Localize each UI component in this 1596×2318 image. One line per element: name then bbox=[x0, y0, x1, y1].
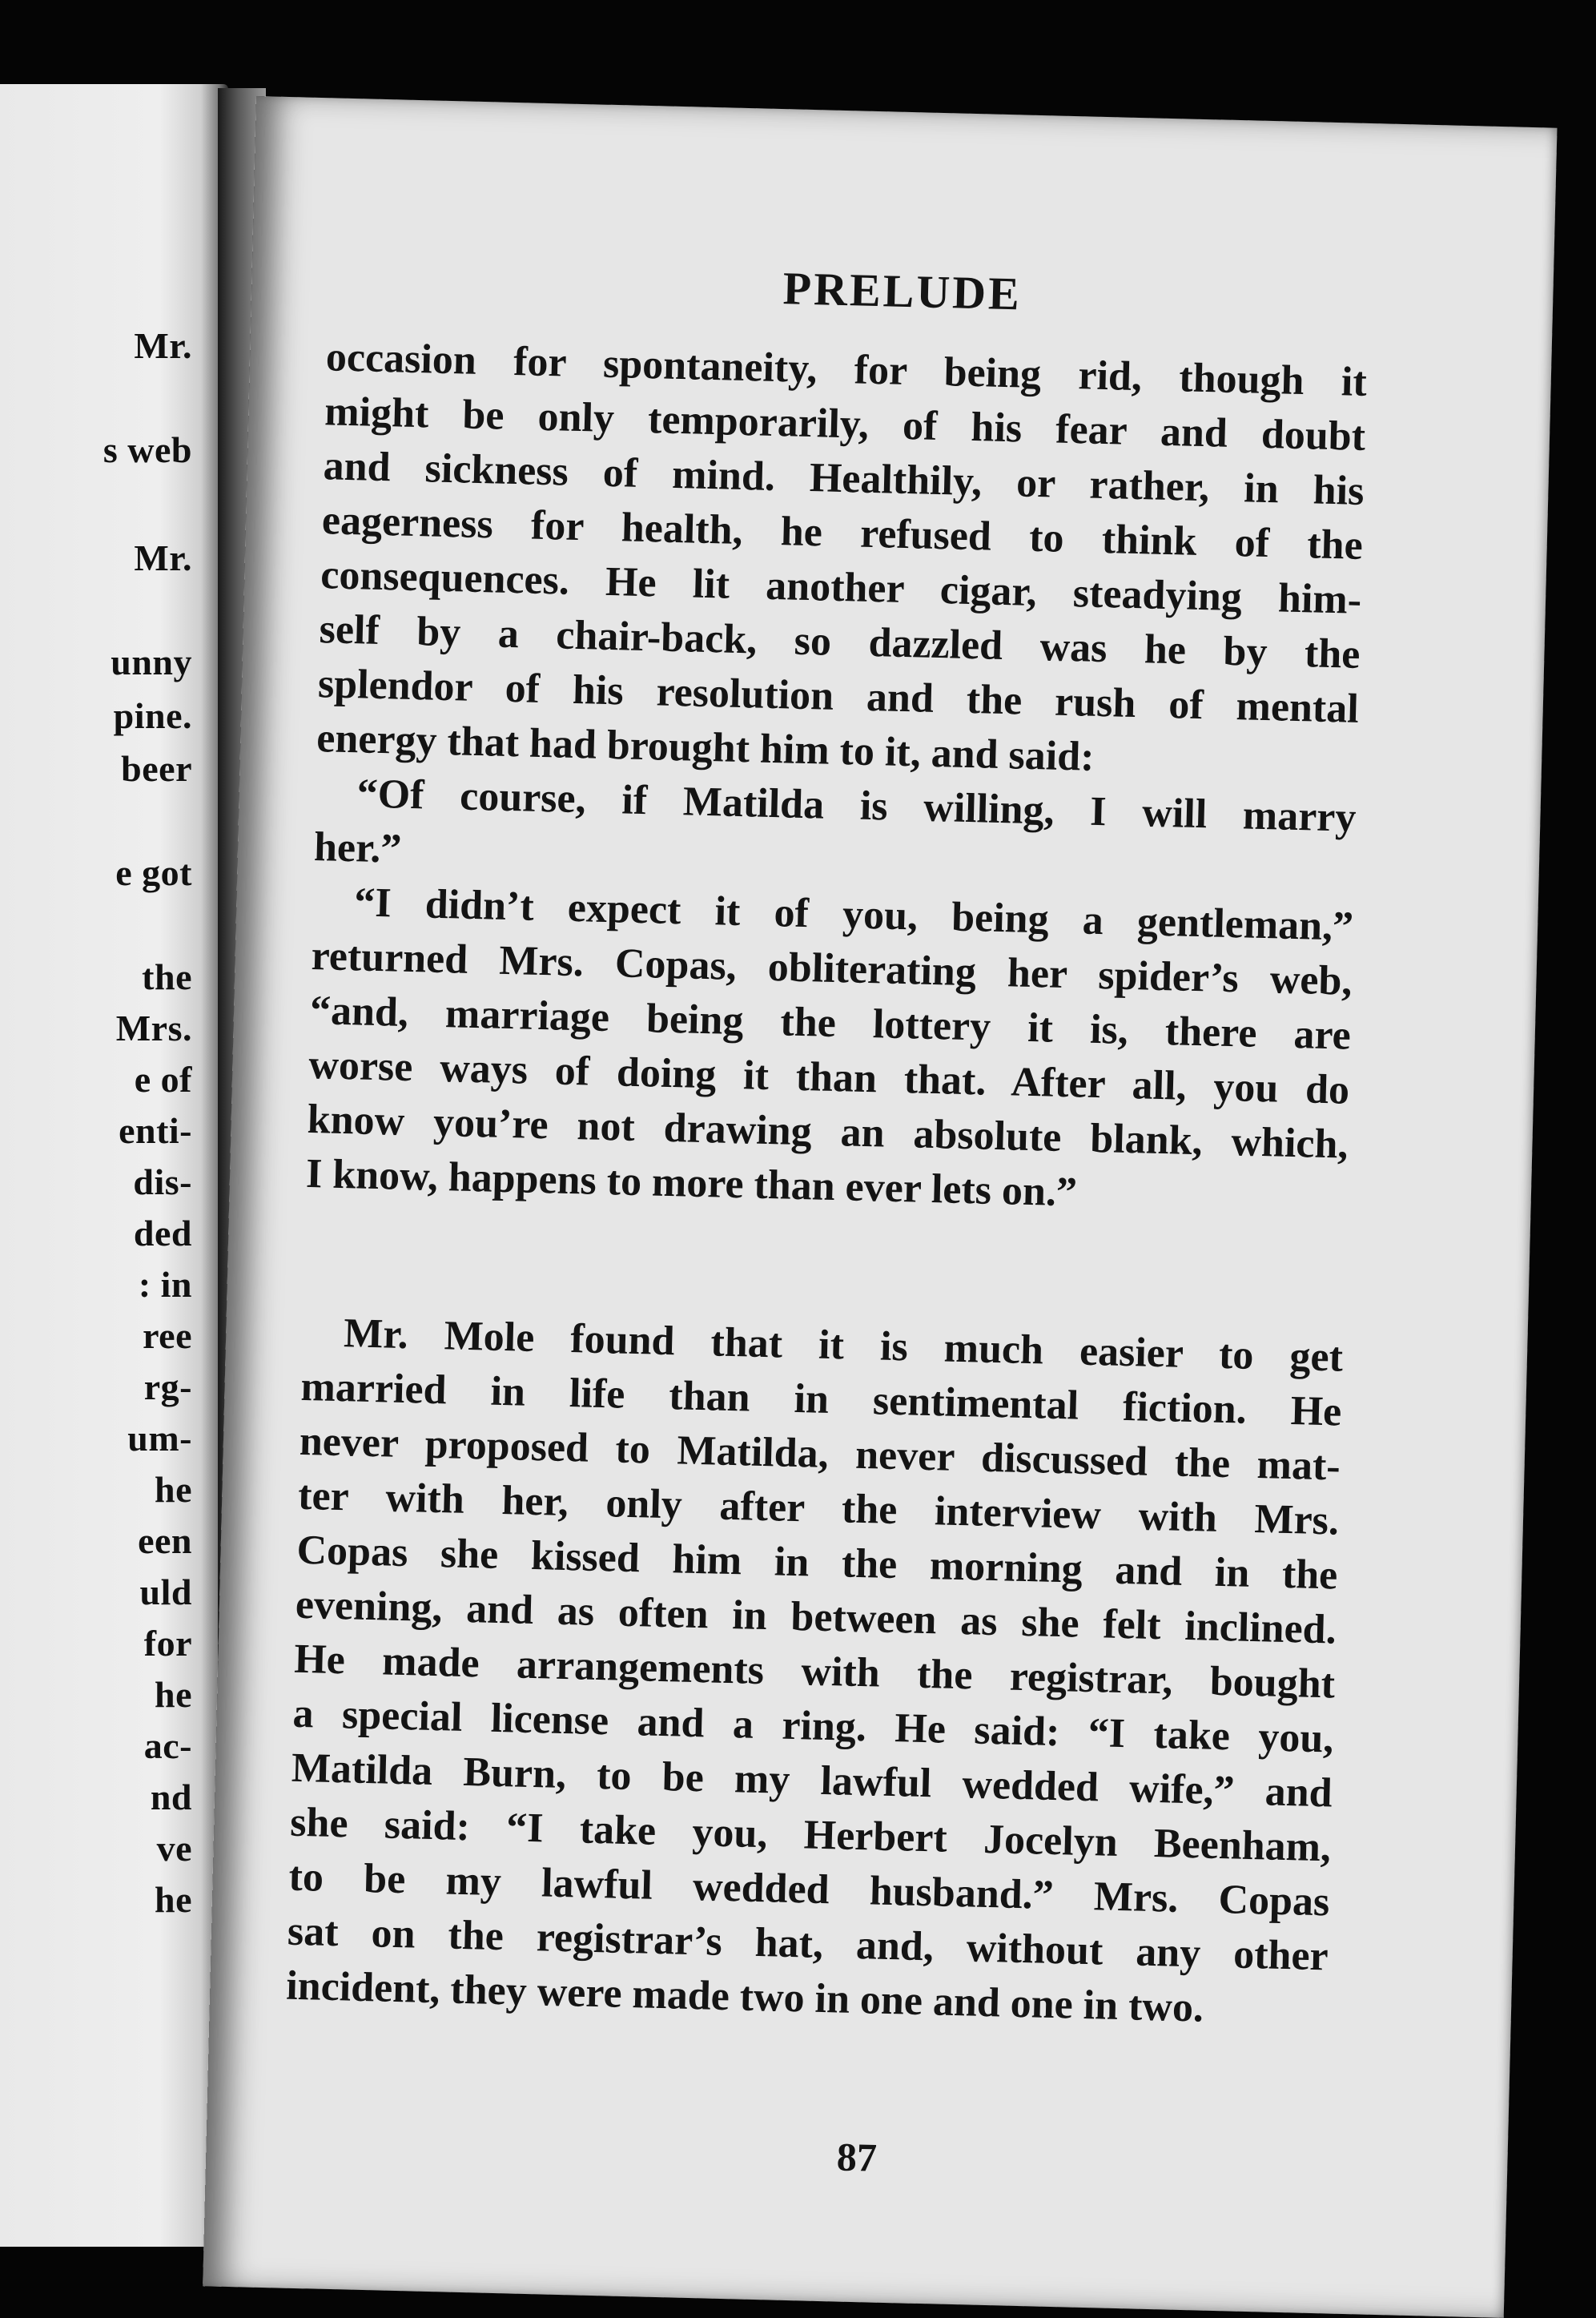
text-line: Copas she kissed him in the morning and in the bbox=[295, 1527, 1338, 1599]
text-line: incident, they were made two in one and one in two. bbox=[285, 1962, 1204, 2031]
text-line: consequences. He lit another cigar, steadying him- bbox=[320, 552, 1362, 623]
margin-fragment: rg- bbox=[143, 1366, 192, 1407]
text-line: Matilda Burn, to be my lawful wedded wife,” and bbox=[291, 1745, 1333, 1817]
running-head: PRELUDE bbox=[782, 262, 1023, 320]
text-line: energy that had brought him to it, and said: bbox=[316, 715, 1095, 780]
margin-fragment: pine. bbox=[113, 695, 192, 736]
text-line: splendor of his resolution and the rush of mental bbox=[317, 661, 1360, 732]
page-number: 87 bbox=[836, 2134, 878, 2180]
text-line: married in life than in sentimental fiction. He bbox=[300, 1363, 1342, 1435]
text-line: ter with her, only after the interview with Mrs. bbox=[297, 1472, 1340, 1544]
text-line: “Of course, if Matilda is willing, I will marry bbox=[356, 771, 1357, 841]
margin-fragment: nd bbox=[150, 1777, 192, 1817]
margin-fragment: um- bbox=[127, 1418, 192, 1459]
text-line: sat on the registrar’s hat, and, without any other bbox=[287, 1908, 1329, 1980]
margin-fragment: : in bbox=[138, 1264, 192, 1305]
text-line: know you’re not drawing an absolute blank, which, bbox=[307, 1096, 1349, 1168]
margin-fragment: he bbox=[155, 1674, 192, 1715]
margin-fragment: ac- bbox=[143, 1725, 192, 1766]
text-line: Mr. Mole found that it is much easier to get bbox=[343, 1310, 1344, 1381]
body-text bbox=[286, 330, 1368, 2038]
text-line: “I didn’t expect it of you, being a gentleman,” bbox=[353, 879, 1354, 950]
margin-fragment: e of bbox=[134, 1059, 192, 1100]
text-line: worse ways of doing it than that. After all, you do bbox=[308, 1041, 1350, 1113]
margin-fragment: s web bbox=[103, 429, 192, 470]
margin-fragment: Mr. bbox=[134, 325, 192, 366]
book-page bbox=[203, 96, 1557, 2318]
text-line: she said: “I take you, Herbert Jocelyn Beenham, bbox=[289, 1799, 1332, 1871]
previous-page bbox=[0, 84, 228, 2247]
text-line: I know, happens to more than ever lets on.” bbox=[305, 1150, 1078, 1216]
text-line: evening, and as often in between as she felt inclined. bbox=[295, 1581, 1337, 1653]
margin-fragment: Mrs. bbox=[115, 1008, 192, 1048]
text-line: might be only temporarily, of his fear and doubt bbox=[324, 388, 1366, 460]
margin-fragment: unny bbox=[111, 642, 192, 682]
text-line: eagerness for health, he refused to think of the bbox=[321, 497, 1364, 569]
margin-fragment: dis- bbox=[133, 1161, 192, 1202]
text-line: self by a chair-back, so dazzled was he by the bbox=[319, 606, 1361, 678]
text-line: occasion for spontaneity, for being rid, though it bbox=[325, 334, 1368, 405]
margin-fragment: for bbox=[143, 1623, 192, 1664]
margin-fragment: een bbox=[138, 1520, 192, 1561]
margin-fragment: the bbox=[142, 956, 192, 997]
margin-fragment: he bbox=[155, 1879, 192, 1920]
margin-fragment: ree bbox=[143, 1315, 192, 1356]
text-line: returned Mrs. Copas, obliterating her spider’s web, bbox=[311, 933, 1353, 1004]
margin-fragment: he bbox=[155, 1469, 192, 1510]
margin-fragment: e got bbox=[115, 852, 192, 893]
margin-fragment: ve bbox=[156, 1828, 192, 1869]
text-line: He made arrangements with the registrar, bought bbox=[293, 1636, 1336, 1708]
text-line: her.” bbox=[313, 824, 403, 872]
margin-fragment: ded bbox=[133, 1213, 192, 1254]
text-line: and sickness of mind. Healthily, or rather, in his bbox=[323, 443, 1365, 514]
margin-fragment: enti- bbox=[119, 1110, 192, 1151]
text-line: a special license and a ring. He said: “I take you, bbox=[291, 1690, 1334, 1762]
margin-fragment: beer bbox=[121, 748, 192, 789]
text-line: “and, marriage being the lottery it is, there are bbox=[309, 987, 1352, 1059]
text-line: to be my lawful wedded husband.” Mrs. Copas bbox=[287, 1853, 1331, 1926]
margin-fragment: uld bbox=[139, 1571, 192, 1612]
text-line: never proposed to Matilda, never discussed the mat- bbox=[299, 1418, 1341, 1490]
margin-fragment: Mr. bbox=[134, 537, 192, 578]
